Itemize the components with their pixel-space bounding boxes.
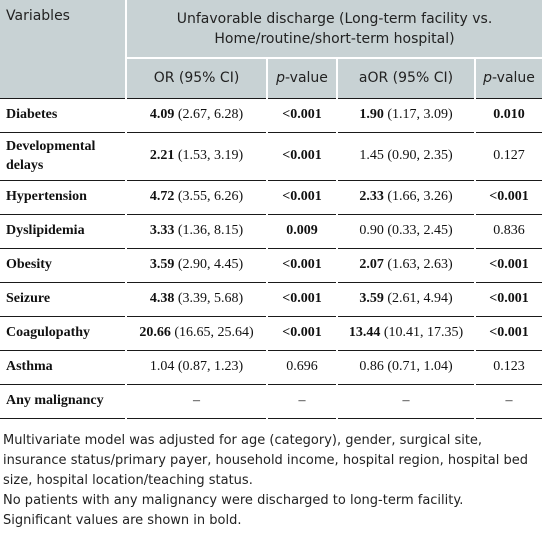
p-value-cell: <0.001: [267, 180, 337, 214]
aor-cell: [337, 316, 475, 350]
aor-value: 0.90: [359, 223, 384, 238]
variable-cell: Coagulopathy: [0, 316, 126, 350]
or-ci: (1.53, 3.19): [174, 148, 244, 163]
or-value: –: [193, 393, 200, 408]
footnote-malignancy: No patients with any malignancy were discharged to long-term facility.: [3, 493, 464, 508]
table-row: [0, 384, 542, 418]
adjusted-p-value-cell: 0.127: [475, 132, 542, 180]
p-value-cell: <0.001: [267, 316, 337, 350]
aor-cell: [337, 384, 475, 418]
aor-cell: [337, 98, 475, 132]
aor-ci: (10.41, 17.35): [380, 325, 464, 340]
table-row: [0, 282, 542, 316]
aor-value: 0.86: [359, 359, 384, 374]
aor-ci: (1.17, 3.09): [383, 107, 453, 122]
adjusted-p-value-cell: <0.001: [475, 248, 542, 282]
p-italic: p: [276, 70, 285, 87]
variable-cell: Obesity: [0, 248, 126, 282]
aor-value: 1.90: [359, 107, 384, 122]
aor-ci: (0.33, 2.45): [383, 223, 453, 238]
table-row: [0, 98, 542, 132]
aor-value: 2.33: [359, 189, 384, 204]
adjusted-p-value-cell: <0.001: [475, 180, 542, 214]
or-value: 4.38: [149, 291, 175, 306]
variable-cell: Hypertension: [0, 180, 126, 214]
aor-cell: [337, 214, 475, 248]
table-row: [0, 248, 542, 282]
aor-value: 2.07: [359, 257, 384, 272]
or-ci: (0.87, 1.23): [174, 359, 244, 374]
p-value-cell: <0.001: [267, 98, 337, 132]
or-value: 3.33: [149, 223, 175, 238]
aor-cell: [337, 180, 475, 214]
or-cell: [126, 98, 267, 132]
variable-cell: Diabetes: [0, 98, 126, 132]
aor-ci: (1.66, 3.26): [383, 189, 453, 204]
or-value: 2.21: [149, 148, 175, 163]
or-ci: (16.65, 25.64): [170, 325, 254, 340]
table-row: [0, 132, 542, 180]
or-header: OR (95% CI): [126, 58, 267, 98]
footnote-significance: Significant values are shown in bold.: [3, 513, 242, 528]
p2-rest: -value: [491, 70, 535, 87]
table-row: [0, 316, 542, 350]
aor-ci: (2.61, 4.94): [383, 291, 453, 306]
aor-cell: [337, 248, 475, 282]
adjusted-p-value-cell: –: [475, 384, 542, 418]
table-row: [0, 214, 542, 248]
aor-value: 3.59: [359, 291, 384, 306]
aor-value: 1.45: [359, 148, 384, 163]
or-ci: (2.90, 4.45): [174, 257, 244, 272]
or-value: 20.66: [139, 325, 171, 340]
aor-cell: [337, 132, 475, 180]
variables-header: Variables: [0, 0, 126, 98]
table-row: [0, 180, 542, 214]
aor-value: –: [402, 393, 410, 408]
variable-cell: Seizure: [0, 282, 126, 316]
or-cell: [126, 384, 267, 418]
variable-cell: Developmental delays: [0, 132, 126, 180]
or-value: 1.04: [149, 359, 175, 374]
aor-ci: (1.63, 2.63): [383, 257, 453, 272]
p-value-cell: <0.001: [267, 248, 337, 282]
aor-value: 13.44: [348, 325, 381, 340]
table-footnotes: [3, 431, 541, 531]
variable-cell: Any malignancy: [0, 384, 126, 418]
p-value-cell: <0.001: [267, 282, 337, 316]
table-row: [0, 350, 542, 384]
aor-ci: (0.71, 1.04): [383, 359, 453, 374]
or-ci: (1.36, 8.15): [174, 223, 244, 238]
aor-ci: (0.90, 2.35): [383, 148, 453, 163]
or-ci: (3.55, 6.26): [174, 189, 244, 204]
p2-italic: p: [483, 70, 492, 87]
or-ci: (2.67, 6.28): [174, 107, 244, 122]
or-cell: [126, 282, 267, 316]
p-value-cell: –: [267, 384, 337, 418]
p-value-cell: 0.009: [267, 214, 337, 248]
p-rest: -value: [284, 70, 328, 87]
adjusted-p-value-cell: <0.001: [475, 316, 542, 350]
or-value: 3.59: [149, 257, 175, 272]
aor-cell: [337, 282, 475, 316]
or-cell: [126, 248, 267, 282]
or-cell: [126, 132, 267, 180]
or-value: 4.09: [149, 107, 175, 122]
outcome-group-header: Unfavorable discharge (Long-term facility vs. Home/routine/short-term hospital): [126, 0, 542, 58]
or-cell: [126, 350, 267, 384]
p-value-cell: 0.696: [267, 350, 337, 384]
or-ci: (3.39, 5.68): [174, 291, 244, 306]
adjusted-p-value-cell: 0.010: [475, 98, 542, 132]
p-value-cell: <0.001: [267, 132, 337, 180]
or-cell: [126, 180, 267, 214]
aor-header: aOR (95% CI): [337, 58, 475, 98]
p-value-header: [267, 58, 337, 98]
adjusted-p-value-header: [475, 58, 542, 98]
or-cell: [126, 316, 267, 350]
aor-cell: [337, 350, 475, 384]
footnote-adjustment: Multivariate model was adjusted for age (category), gender, surgical site, insurance status/primary payer, household income, hospital region, hospital bed size, hospital location/teaching status.: [3, 433, 528, 488]
adjusted-p-value-cell: 0.123: [475, 350, 542, 384]
or-cell: [126, 214, 267, 248]
variable-cell: Asthma: [0, 350, 126, 384]
or-value: 4.72: [149, 189, 175, 204]
adjusted-p-value-cell: <0.001: [475, 282, 542, 316]
variable-cell: Dyslipidemia: [0, 214, 126, 248]
table-body: [0, 98, 542, 418]
adjusted-p-value-cell: 0.836: [475, 214, 542, 248]
